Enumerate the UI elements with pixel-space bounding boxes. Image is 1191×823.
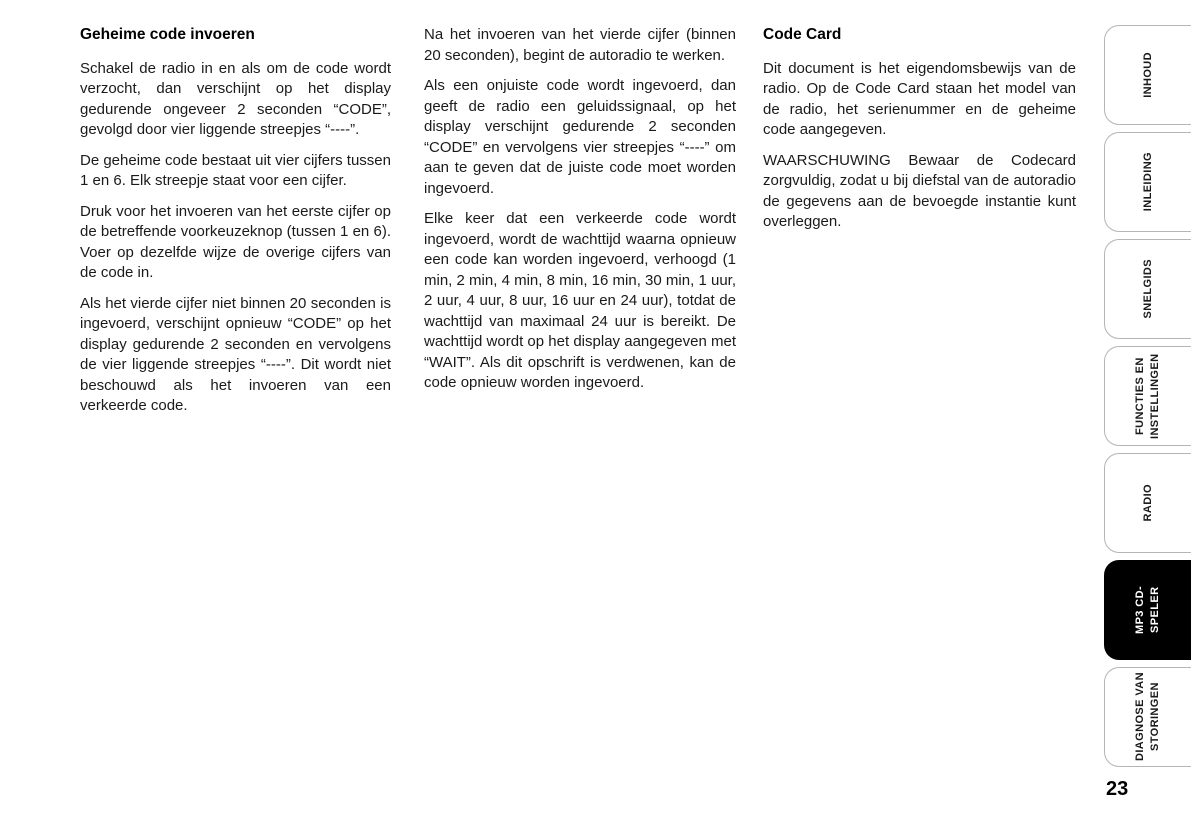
text-column-2 bbox=[424, 25, 736, 404]
paragraph: Schakel de radio in en als om de code wordt verzocht, dan verschijnt op het display gedurende ongeveer 2 seconden “CODE”, gevolgd door vier liggende streepjes “----”. bbox=[80, 59, 391, 138]
paragraph: Druk voor het invoeren van het eerste cijfer op de betreffende voorkeuzeknop (tussen 1 en 6). Voer op dezelfde wijze de overige cijfers van de code in. bbox=[80, 202, 391, 281]
tab-label: INHOUD bbox=[1141, 52, 1154, 98]
paragraph: Na het invoeren van het vierde cijfer (binnen 20 seconden), begint de autoradio te werken. bbox=[424, 26, 736, 64]
paragraph: Als het vierde cijfer niet binnen 20 seconden is ingevoerd, verschijnt opnieuw “CODE” op het display gedurende 2 seconden en vervolgens de vier liggende streepjes “----”. Dit wordt niet beschouwd als het invoeren van een verkeerde code. bbox=[80, 294, 391, 414]
tab-functies-en-instellingen bbox=[1104, 346, 1191, 446]
tab-inhoud bbox=[1104, 25, 1191, 125]
text-column-1 bbox=[80, 25, 391, 427]
tab-label: DIAGNOSE VAN STORINGEN bbox=[1134, 672, 1161, 762]
paragraph: Elke keer dat een verkeerde code wordt ingevoerd, wordt de wachttijd waarna opnieuw een code kan worden ingevoerd, verhoogd (1 min, 2 min, 4 min, 8 min, 16 min, 30 min, 1 uur, 2 uur, 4 uur, 8 uur, 16 uur en 24 uur), totdat de wachttijd van maximaal 24 uur is bereikt. De wachttijd wordt op het display aangegeven met “WAIT”. Als dit opschrift is verdwenen, kan de code opnieuw worden ingevoerd. bbox=[424, 210, 736, 391]
page-number: 23 bbox=[1106, 778, 1129, 800]
tab-label: MP3 CD-SPELER bbox=[1134, 585, 1161, 635]
tab-label: RADIO bbox=[1141, 484, 1154, 522]
tab-diagnose-van-storingen bbox=[1104, 667, 1191, 767]
heading-code-card: Code Card bbox=[763, 26, 842, 43]
tab-inleiding bbox=[1104, 132, 1191, 232]
heading-geheime-code-invoeren: Geheime code invoeren bbox=[80, 26, 255, 43]
tab-radio bbox=[1104, 453, 1191, 553]
side-tab-index bbox=[1104, 0, 1191, 823]
tab-label: SNELGIDS bbox=[1141, 259, 1154, 319]
tab-mp3-cd-speler bbox=[1104, 560, 1191, 660]
text-column-3 bbox=[763, 25, 1076, 243]
tab-label: FUNCTIES EN INSTELLINGEN bbox=[1134, 353, 1161, 439]
paragraph: Dit document is het eigendomsbewijs van de radio. Op de Code Card staan het model van de radio, het serienummer en de geheime code aangegeven. bbox=[763, 59, 1076, 138]
paragraph: Als een onjuiste code wordt ingevoerd, dan geeft de radio een geluidssignaal, op het display verschijnt gedurende 2 seconden “CODE” en vervolgens vier streepjes “----” om aan te geven dat de juiste code moet worden ingevoerd. bbox=[424, 77, 736, 197]
tab-label: INLEIDING bbox=[1141, 152, 1154, 212]
paragraph: WAARSCHUWING Bewaar de Codecard zorgvuldig, zodat u bij diefstal van de autoradio de gegevens aan de bevoegde instantie kunt overleggen. bbox=[763, 151, 1076, 230]
tab-snelgids bbox=[1104, 239, 1191, 339]
paragraph: De geheime code bestaat uit vier cijfers tussen 1 en 6. Elk streepje staat voor een cijfer. bbox=[80, 151, 391, 189]
